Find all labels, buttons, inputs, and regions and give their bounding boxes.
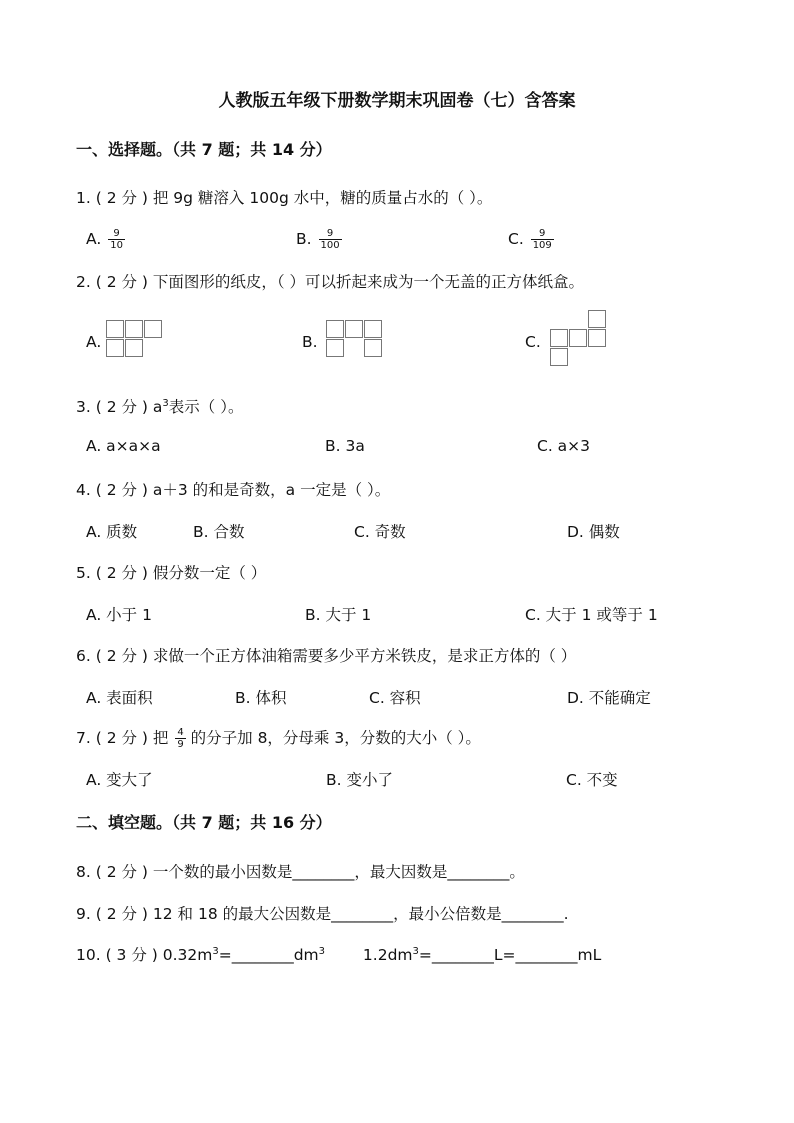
q3-option-c: C. a×3	[537, 437, 591, 455]
exponent: 3	[318, 945, 326, 957]
q2-option-c-label: C.	[525, 333, 541, 351]
q2-option-b-label: B.	[302, 333, 318, 351]
question-3	[76, 395, 243, 417]
fraction	[531, 228, 554, 251]
denominator: 100	[320, 240, 340, 251]
q3-stem-pre: 3. ( 2 分 ) a	[76, 398, 163, 416]
fraction	[319, 228, 342, 251]
question-8: 8. ( 2 分 ) 一个数的最小因数是________，最大因数是________。	[76, 863, 525, 881]
q4-option-c: C. 奇数	[354, 523, 406, 541]
fraction	[175, 727, 185, 750]
q3-stem-post: 表示（ ）。	[168, 398, 244, 416]
q5-option-c: C. 大于 1 或等于 1	[525, 606, 658, 624]
net-square	[550, 348, 568, 366]
q7-option-c: C. 不变	[566, 771, 618, 789]
net-square	[364, 339, 382, 357]
question-6: 6. ( 2 分 ) 求做一个正方体油箱需要多少平方米铁皮，是求正方体的（ ）	[76, 647, 577, 665]
net-square	[550, 329, 568, 347]
q4-option-d: D. 偶数	[567, 523, 620, 541]
net-square	[588, 329, 606, 347]
net-square	[345, 320, 363, 338]
numerator: 4	[177, 727, 184, 738]
question-2: 2. ( 2 分 ) 下面图形的纸皮，（ ）可以折起来成为一个无盖的正方体纸盒。	[76, 273, 585, 291]
exponent: 3	[162, 397, 169, 409]
denominator: 9	[177, 739, 184, 750]
fraction	[108, 228, 125, 251]
question-1: 1. ( 2 分 ) 把 9g 糖溶入 100g 水中，糖的质量占水的（ ）。	[76, 189, 493, 207]
q4-option-a: A. 质数	[86, 523, 138, 541]
net-square	[144, 320, 162, 338]
q2-option-a-label: A.	[86, 333, 102, 351]
q1-option-b	[296, 228, 342, 251]
q7-stem-post: 的分子加 8，分母乘 3，分数的大小（ ）。	[190, 729, 481, 747]
q3-option-b: B. 3a	[325, 437, 365, 455]
q7-option-b: B. 变小了	[326, 771, 393, 789]
q10-part-a-pre: 10. ( 3 分 ) 0.32m	[76, 946, 213, 964]
net-square	[106, 339, 124, 357]
q4-option-b: B. 合数	[193, 523, 245, 541]
option-label: B.	[296, 230, 312, 248]
q3-option-a: A. a×a×a	[86, 437, 161, 455]
q6-option-b: B. 体积	[235, 689, 287, 707]
section-heading-choice: 一、选择题。（共 7 题；共 14 分）	[76, 140, 332, 159]
q10-part-a-mid: =________dm	[218, 946, 319, 964]
net-square	[106, 320, 124, 338]
numerator: 9	[113, 228, 120, 239]
q5-option-a: A. 小于 1	[86, 606, 152, 624]
q7-option-a: A. 变大了	[86, 771, 153, 789]
net-square	[569, 329, 587, 347]
question-9: 9. ( 2 分 ) 12 和 18 的最大公因数是________，最小公倍数是________.	[76, 905, 569, 923]
question-10	[76, 943, 601, 965]
net-square	[326, 320, 344, 338]
q6-option-c: C. 容积	[369, 689, 421, 707]
question-7	[76, 726, 481, 750]
q10-part-b-pre: 1.2dm	[362, 946, 413, 964]
q6-option-a: A. 表面积	[86, 689, 153, 707]
q7-stem-pre: 7. ( 2 分 ) 把	[76, 729, 169, 747]
net-square	[588, 310, 606, 328]
exponent: 3	[412, 945, 419, 957]
page-title: 人教版五年级下册数学期末巩固卷（七）含答案	[218, 91, 576, 111]
option-label: A.	[86, 230, 102, 248]
question-5: 5. ( 2 分 ) 假分数一定（ ）	[76, 564, 267, 582]
q10-part-b-post: =________L=________mL	[418, 946, 602, 964]
q1-option-a	[86, 228, 125, 251]
option-label: C.	[508, 230, 524, 248]
section-heading-fill: 二、填空题。（共 7 题；共 16 分）	[76, 813, 332, 832]
exponent: 3	[212, 945, 219, 957]
net-square	[125, 339, 143, 357]
denominator: 109	[532, 240, 552, 251]
net-square	[364, 320, 382, 338]
numerator: 9	[326, 228, 334, 239]
numerator: 9	[539, 228, 546, 239]
q5-option-b: B. 大于 1	[305, 606, 372, 624]
net-square	[326, 339, 344, 357]
question-4: 4. ( 2 分 ) a＋3 的和是奇数，a 一定是（ ）。	[76, 481, 391, 499]
denominator: 10	[110, 240, 123, 251]
q6-option-d: D. 不能确定	[567, 689, 651, 707]
q1-option-c	[508, 228, 554, 251]
net-square	[125, 320, 143, 338]
